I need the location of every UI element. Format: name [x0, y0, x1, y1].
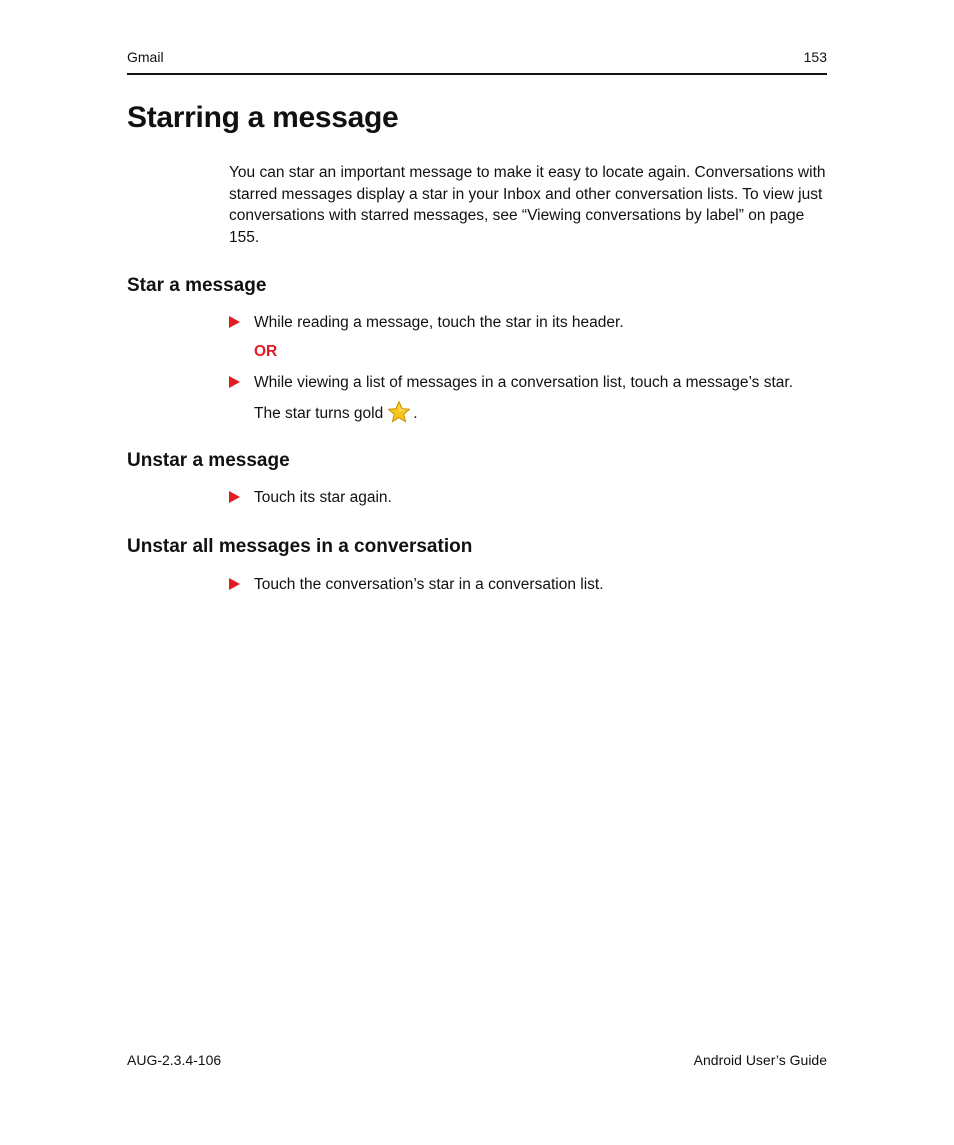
- section-heading-star-a-message: Star a message: [127, 275, 267, 296]
- list-item-text: Touch its star again.: [254, 489, 392, 506]
- section-heading-unstar-a-message: Unstar a message: [127, 450, 290, 471]
- footer-guide-name: Android User’s Guide: [693, 1052, 827, 1068]
- header-page-number: 153: [803, 49, 827, 65]
- star-note-period: .: [413, 405, 418, 422]
- list-item: [229, 373, 793, 393]
- list-item: [229, 488, 392, 508]
- intro-paragraph: You can star an important message to make it easy to locate again. Conversations with starred messages display a star in your Inbox and other conversation lists. To view just conversations with starred messages, see “Viewing conversations by label” on page 155.: [229, 164, 826, 246]
- page-title: Starring a message: [127, 101, 399, 134]
- gold-star-icon: [387, 400, 411, 424]
- star-note-text: The star turns gold: [254, 405, 384, 422]
- footer-doc-id: AUG-2.3.4-106: [127, 1052, 222, 1068]
- bullet-arrow-icon: [229, 578, 240, 590]
- bullet-arrow-icon: [229, 491, 240, 503]
- star-note: [254, 400, 418, 426]
- header-section-name: Gmail: [127, 49, 164, 65]
- section-heading-unstar-all: Unstar all messages in a conversation: [127, 536, 473, 557]
- list-item-text: While viewing a list of messages in a conversation list, touch a message’s star.: [254, 374, 794, 391]
- or-label: OR: [254, 343, 278, 360]
- list-item-text: Touch the conversation’s star in a conversation list.: [254, 576, 604, 593]
- list-item: [229, 575, 604, 595]
- list-item: [229, 313, 624, 333]
- page-header: [127, 48, 827, 75]
- list-item-text: While reading a message, touch the star in its header.: [254, 314, 624, 331]
- bullet-arrow-icon: [229, 376, 240, 388]
- bullet-arrow-icon: [229, 316, 240, 328]
